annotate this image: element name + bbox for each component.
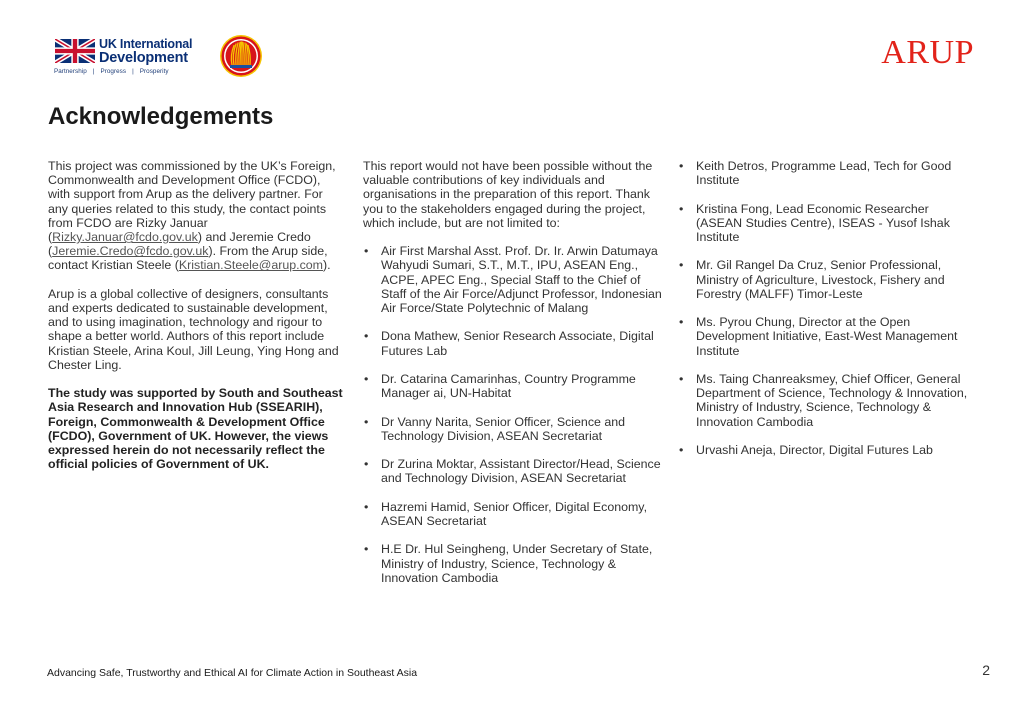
list-item-text: Hazremi Hamid, Senior Officer, Digital Economy, ASEAN Secretariat: [381, 499, 648, 528]
list-item: [678, 443, 978, 457]
bullet-icon: •: [679, 201, 684, 216]
footer-report-title: Advancing Safe, Trustworthy and Ethical AI for Climate Action in Southeast Asia: [47, 667, 418, 679]
list-item: [363, 457, 663, 485]
arup-logo: ARUP: [881, 34, 974, 71]
tagline-word: Partnership: [54, 68, 87, 75]
list-item-text: Air First Marshal Asst. Prof. Dr. Ir. Arwin Datumaya Wahyudi Sumari, S.T., M.T., IPU, ASEAN Eng., ACPE, APEC Eng., Special Staff to the Chief of Staff of the Air Force/Adjunct Professor, Indonesian Air Force/State Polytechnic of Malang: [381, 244, 662, 316]
list-item: [363, 542, 663, 585]
list-item: [363, 372, 663, 400]
bullet-icon: •: [679, 258, 684, 273]
bullet-icon: •: [364, 244, 369, 259]
tagline-separator: |: [92, 68, 95, 75]
email-link-jeremie[interactable]: Jeremie.Credo@fcdo.gov.uk: [52, 244, 209, 259]
list-item-text: Dona Mathew, Senior Research Associate, Digital Futures Lab: [381, 329, 654, 358]
bullet-icon: •: [679, 371, 684, 386]
email-link-rizky[interactable]: Rizky.Januar@fcdo.gov.uk: [52, 230, 198, 245]
tagline-separator: |: [132, 68, 134, 75]
commission-mid2: ). From the Arup side, contact Kristian Steele (: [48, 244, 328, 273]
bullet-icon: •: [679, 442, 684, 457]
list-item-text: Dr Vanny Narita, Senior Officer, Science and Technology Division, ASEAN Secretariat: [381, 414, 626, 443]
list-item-text: Mr. Gil Rangel Da Cruz, Senior Professional, Ministry of Agriculture, Livestock, Fishery and Forestry (MALFF) Timor-Leste: [696, 258, 945, 301]
arup-paragraph: Arup is a global collective of designers, consultants and experts dedicated to sustainable development, and to using imagination, technology and rigour to shape a better world. Authors of this report include Kristian Steele, Arina Koul, Jill Leung, Ying Hong and Chester Ling.: [48, 286, 339, 372]
list-item-text: Dr. Catarina Camarinhas, Country Programme Manager ai, UN-Habitat: [381, 372, 636, 401]
list-item: [678, 202, 978, 245]
list-item: [678, 159, 978, 187]
bullet-icon: •: [364, 372, 369, 386]
bullet-icon: •: [679, 159, 684, 173]
uk-international-development-logo: [55, 37, 205, 79]
list-item-text: Ms. Pyrou Chung, Director at the Open Development Initiative, East-West Management Institute: [696, 315, 958, 358]
list-item: [678, 372, 978, 429]
stakeholders-intro: This report would not have been possible without the valuable contributions of key individuals and organisations in the preparation of this report. Thank you to the stakeholders engaged during the project, which include, but are not limited to:: [363, 159, 653, 230]
list-item-text: Ms. Taing Chanreaksmey, Chief Officer, General Department of Science, Technology & Innovation, Ministry of Industry, Science, Technology & Innovation Cambodia: [696, 371, 968, 429]
column-stakeholders-2: [678, 159, 978, 471]
bullet-icon: •: [364, 414, 369, 429]
bullet-icon: •: [364, 457, 369, 472]
list-item: [363, 244, 663, 315]
support-disclaimer: The study was supported by South and Southeast Asia Research and Innovation Hub (SSEARIH), Foreign, Commonwealth & Development Office (FCDO), Government of UK. However, the views expressed herein do not necessarily reflect the official policies of Government of UK.: [48, 386, 343, 472]
tagline-word: Prosperity: [139, 68, 169, 75]
list-item: [363, 500, 663, 528]
list-item: [363, 415, 663, 443]
tagline-word: Progress: [100, 68, 127, 75]
bullet-icon: •: [364, 499, 369, 514]
list-item-text: Urvashi Aneja, Director, Digital Futures Lab: [696, 442, 933, 457]
column-project-info: [48, 159, 344, 486]
uk-flag-icon: [55, 39, 95, 63]
commission-end: ).: [322, 258, 331, 273]
commission-mid1: ) and Jeremie Credo (: [48, 230, 311, 259]
list-item: [363, 329, 663, 357]
list-item-text: H.E Dr. Hul Seingheng, Under Secretary of State, Ministry of Industry, Science, Technology & Innovation Cambodia: [381, 542, 653, 585]
list-item-text: Kristina Fong, Lead Economic Researcher (ASEAN Studies Centre), ISEAS - Yusof Ishak Institute: [696, 201, 950, 244]
list-item: [678, 258, 978, 301]
ukid-logo-line2: Development: [99, 50, 188, 66]
page-number: 2: [982, 662, 990, 678]
ukid-tagline: [54, 68, 169, 75]
column-stakeholders-1: [363, 159, 663, 599]
page-title: Acknowledgements: [48, 103, 274, 130]
commission-paragraph: [48, 159, 344, 273]
bullet-icon: •: [364, 329, 369, 344]
bullet-icon: •: [679, 315, 684, 330]
list-item: [678, 315, 978, 358]
commission-intro: This project was commissioned by the UK’s Foreign, Commonwealth and Development Office (FCDO), with support from Arup as the delivery partner. For any queries related to this study, the contact points from FCDO are Rizky Januar (: [48, 159, 336, 245]
ukid-logo-line1: UK International: [99, 37, 193, 51]
bullet-icon: •: [364, 542, 369, 557]
list-item-text: Keith Detros, Programme Lead, Tech for Good Institute: [696, 159, 952, 188]
asean-emblem-icon: [219, 34, 263, 78]
list-item-text: Dr Zurina Moktar, Assistant Director/Head, Science and Technology Division, ASEAN Secretariat: [381, 457, 661, 486]
stakeholder-list: [363, 244, 663, 585]
email-link-kristian[interactable]: Kristian.Steele@arup.com: [178, 258, 323, 273]
stakeholder-list-continued: [678, 159, 978, 457]
